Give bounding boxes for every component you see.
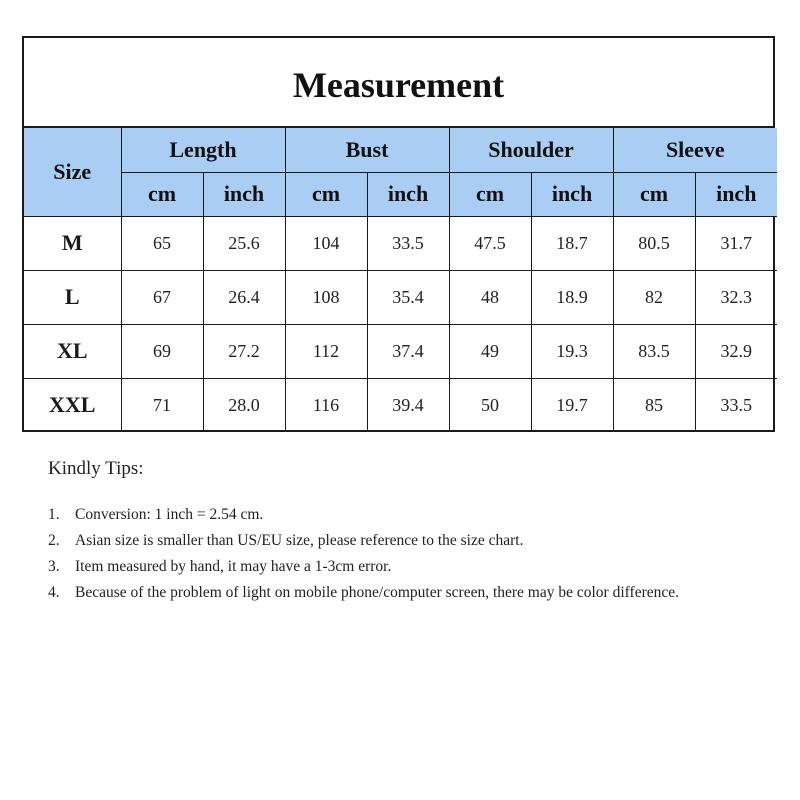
table-row bbox=[24, 378, 777, 432]
value-cell: 32.9 bbox=[695, 324, 777, 378]
value-cell: 19.3 bbox=[531, 324, 613, 378]
value-cell: 116 bbox=[285, 378, 367, 432]
group-header-sleeve: Sleeve bbox=[613, 128, 777, 172]
unit-header: cm bbox=[285, 172, 367, 216]
list-item bbox=[48, 502, 748, 528]
value-cell: 82 bbox=[613, 270, 695, 324]
size-table bbox=[24, 128, 777, 432]
value-cell: 39.4 bbox=[367, 378, 449, 432]
value-cell: 83.5 bbox=[613, 324, 695, 378]
value-cell: 35.4 bbox=[367, 270, 449, 324]
value-cell: 80.5 bbox=[613, 216, 695, 270]
size-cell: L bbox=[24, 270, 121, 324]
tip-number: 1. bbox=[48, 506, 60, 523]
value-cell: 85 bbox=[613, 378, 695, 432]
list-item bbox=[48, 528, 748, 554]
value-cell: 49 bbox=[449, 324, 531, 378]
table-row bbox=[24, 216, 777, 270]
value-cell: 33.5 bbox=[695, 378, 777, 432]
table-row bbox=[24, 270, 777, 324]
unit-header: inch bbox=[203, 172, 285, 216]
value-cell: 67 bbox=[121, 270, 203, 324]
group-header-bust: Bust bbox=[285, 128, 449, 172]
unit-header: cm bbox=[121, 172, 203, 216]
unit-header: inch bbox=[695, 172, 777, 216]
size-cell: XL bbox=[24, 324, 121, 378]
header-row-groups bbox=[24, 128, 777, 172]
chart-title: Measurement bbox=[24, 38, 773, 128]
group-header-length: Length bbox=[121, 128, 285, 172]
value-cell: 47.5 bbox=[449, 216, 531, 270]
value-cell: 65 bbox=[121, 216, 203, 270]
tip-text: Conversion: 1 inch = 2.54 cm. bbox=[75, 506, 264, 523]
table-row bbox=[24, 324, 777, 378]
value-cell: 18.7 bbox=[531, 216, 613, 270]
tip-number: 2. bbox=[48, 532, 60, 549]
value-cell: 112 bbox=[285, 324, 367, 378]
kindly-tips bbox=[48, 458, 748, 606]
group-header-shoulder: Shoulder bbox=[449, 128, 613, 172]
header-row-units bbox=[24, 172, 777, 216]
unit-header: inch bbox=[367, 172, 449, 216]
list-item bbox=[48, 580, 748, 606]
tip-number: 3. bbox=[48, 558, 60, 575]
value-cell: 19.7 bbox=[531, 378, 613, 432]
value-cell: 32.3 bbox=[695, 270, 777, 324]
unit-header: cm bbox=[613, 172, 695, 216]
size-column-header: Size bbox=[24, 128, 121, 216]
tip-text: Item measured by hand, it may have a 1-3cm error. bbox=[75, 558, 392, 575]
value-cell: 37.4 bbox=[367, 324, 449, 378]
tip-number: 4. bbox=[48, 584, 60, 601]
unit-header: cm bbox=[449, 172, 531, 216]
value-cell: 18.9 bbox=[531, 270, 613, 324]
tip-text: Because of the problem of light on mobile phone/computer screen, there may be color difference. bbox=[75, 584, 679, 601]
list-item bbox=[48, 554, 748, 580]
value-cell: 27.2 bbox=[203, 324, 285, 378]
value-cell: 31.7 bbox=[695, 216, 777, 270]
size-chart bbox=[22, 36, 775, 432]
value-cell: 71 bbox=[121, 378, 203, 432]
value-cell: 48 bbox=[449, 270, 531, 324]
value-cell: 28.0 bbox=[203, 378, 285, 432]
tips-list bbox=[48, 502, 748, 606]
tip-text: Asian size is smaller than US/EU size, please reference to the size chart. bbox=[75, 532, 524, 549]
value-cell: 108 bbox=[285, 270, 367, 324]
unit-header: inch bbox=[531, 172, 613, 216]
value-cell: 33.5 bbox=[367, 216, 449, 270]
value-cell: 104 bbox=[285, 216, 367, 270]
value-cell: 25.6 bbox=[203, 216, 285, 270]
size-cell: M bbox=[24, 216, 121, 270]
value-cell: 50 bbox=[449, 378, 531, 432]
size-cell: XXL bbox=[24, 378, 121, 432]
tips-title: Kindly Tips: bbox=[48, 458, 144, 479]
value-cell: 69 bbox=[121, 324, 203, 378]
value-cell: 26.4 bbox=[203, 270, 285, 324]
